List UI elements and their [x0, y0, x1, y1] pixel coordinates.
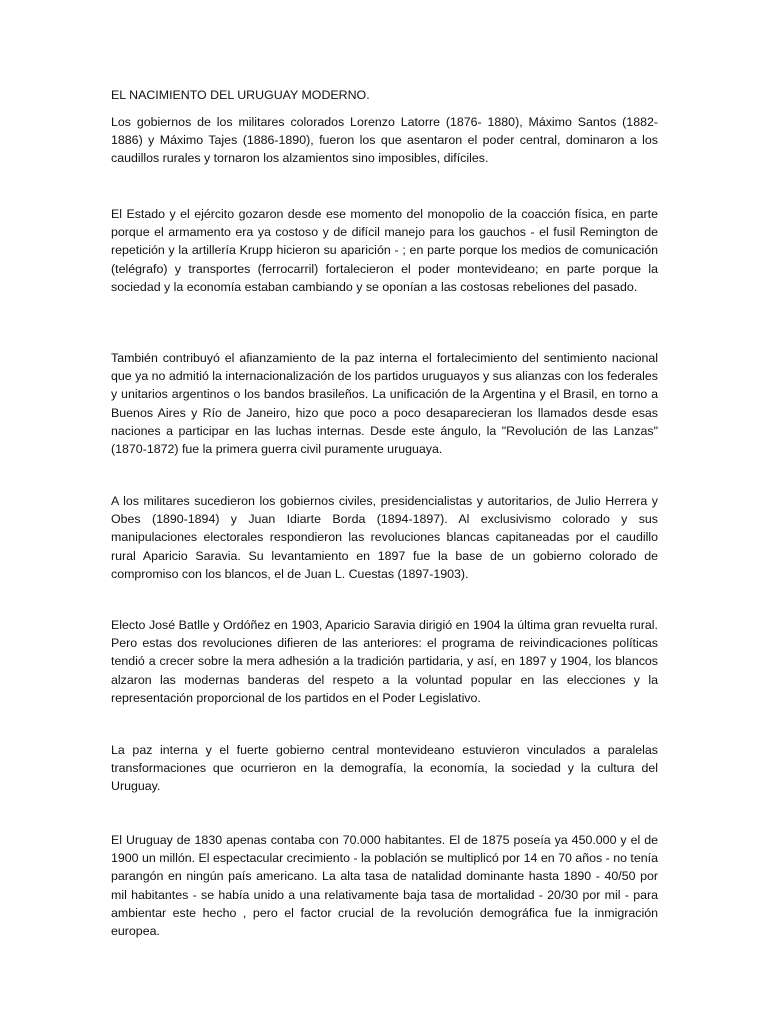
paragraph-demografia: El Uruguay de 1830 apenas contaba con 70.000 habitantes. El de 1875 poseía ya 450.000 y el de 1900 un millón. El espectacular crecimiento - la población se multiplicó por 14 en 70 años - no tenía parangón en ningún país americano. La alta tasa de natalidad dominante hasta 1890 - 40/50 por mil habitantes - se había unido a una relativamente baja tasa de mortalidad - 20/30 por mil - para ambientar este hecho , pero el factor crucial de la revolución demográfica fue la inmigración europea. [111, 833, 658, 939]
paragraph-batlle-saravia: Electo José Batlle y Ordóñez en 1903, Aparicio Saravia dirigió en 1904 la última gran revuelta rural. Pero estas dos revoluciones difieren de las anteriores: el programa de reivindicaciones políticas tendió a crecer sobre la mera adhesión a la tradición partidaria, y así, en 1897 y 1904, los blancos alzaron las modernas banderas del respeto a la voluntad popular en las elecciones y la representación proporcional de los partidos en el Poder Legislativo. [111, 618, 658, 705]
paragraph-transformaciones: La paz interna y el fuerte gobierno central montevideano estuvieron vinculados a paralelas transformaciones que ocurrieron en la demografía, la economía, la sociedad y la cultura del Uruguay. [111, 743, 658, 794]
paragraph-latorre-santos-tajes: Los gobiernos de los militares colorados Lorenzo Latorre (1876- 1880), Máximo Santos (1882-1886) y Máximo Tajes (1886-1890), fueron los que asentaron el poder central, dominaron a los caudillos rurales y tornaron los alzamientos sino imposibles, difíciles. [111, 115, 658, 166]
paragraph-paz-interna: También contribuyó el afianzamiento de la paz interna el fortalecimiento del sentimiento nacional que ya no admitió la internacionalización de los partidos uruguayos y sus alianzas con los federales y unitarios argentinos o los bandos brasileños. La unificación de la Argentina y el Brasil, en torno a Buenos Aires y Río de Janeiro, hizo que poco a poco desaparecieran los llamados desde esas naciones a participar en las luchas internas. Desde este ángulo, la "Revolución de las Lanzas" (1870-1872) fue la primera guerra civil puramente uruguaya. [111, 351, 658, 457]
paragraph-gobiernos-civiles: A los militares sucedieron los gobiernos civiles, presidencialistas y autoritarios, de Julio Herrera y Obes (1890-1894) y Juan Idiarte Borda (1894-1897). Al exclusivismo colorado y sus manipulaciones electorales respondieron las revoluciones blancas capitaneadas por el caudillo rural Aparicio Saravia. Su levantamiento en 1897 fue la base de un gobierno colorado de compromiso con los blancos, el de Juan L. Cuestas (1897-1903). [111, 494, 658, 581]
paragraph-estado-ejercito: El Estado y el ejército gozaron desde ese momento del monopolio de la coacción física, en parte porque el armamento era ya costoso y de difícil manejo para los gauchos - el fusil Remington de repetición y la artillería Krupp hicieron su aparición - ; en parte porque los medios de comunicación (telégrafo) y transportes (ferrocarril) fortalecieron el poder montevideano; en parte porque la sociedad y la economía estaban cambiando y se oponían a las costosas rebeliones del pasado. [111, 207, 658, 294]
document-title: EL NACIMIENTO DEL URUGUAY MODERNO. [111, 88, 370, 102]
